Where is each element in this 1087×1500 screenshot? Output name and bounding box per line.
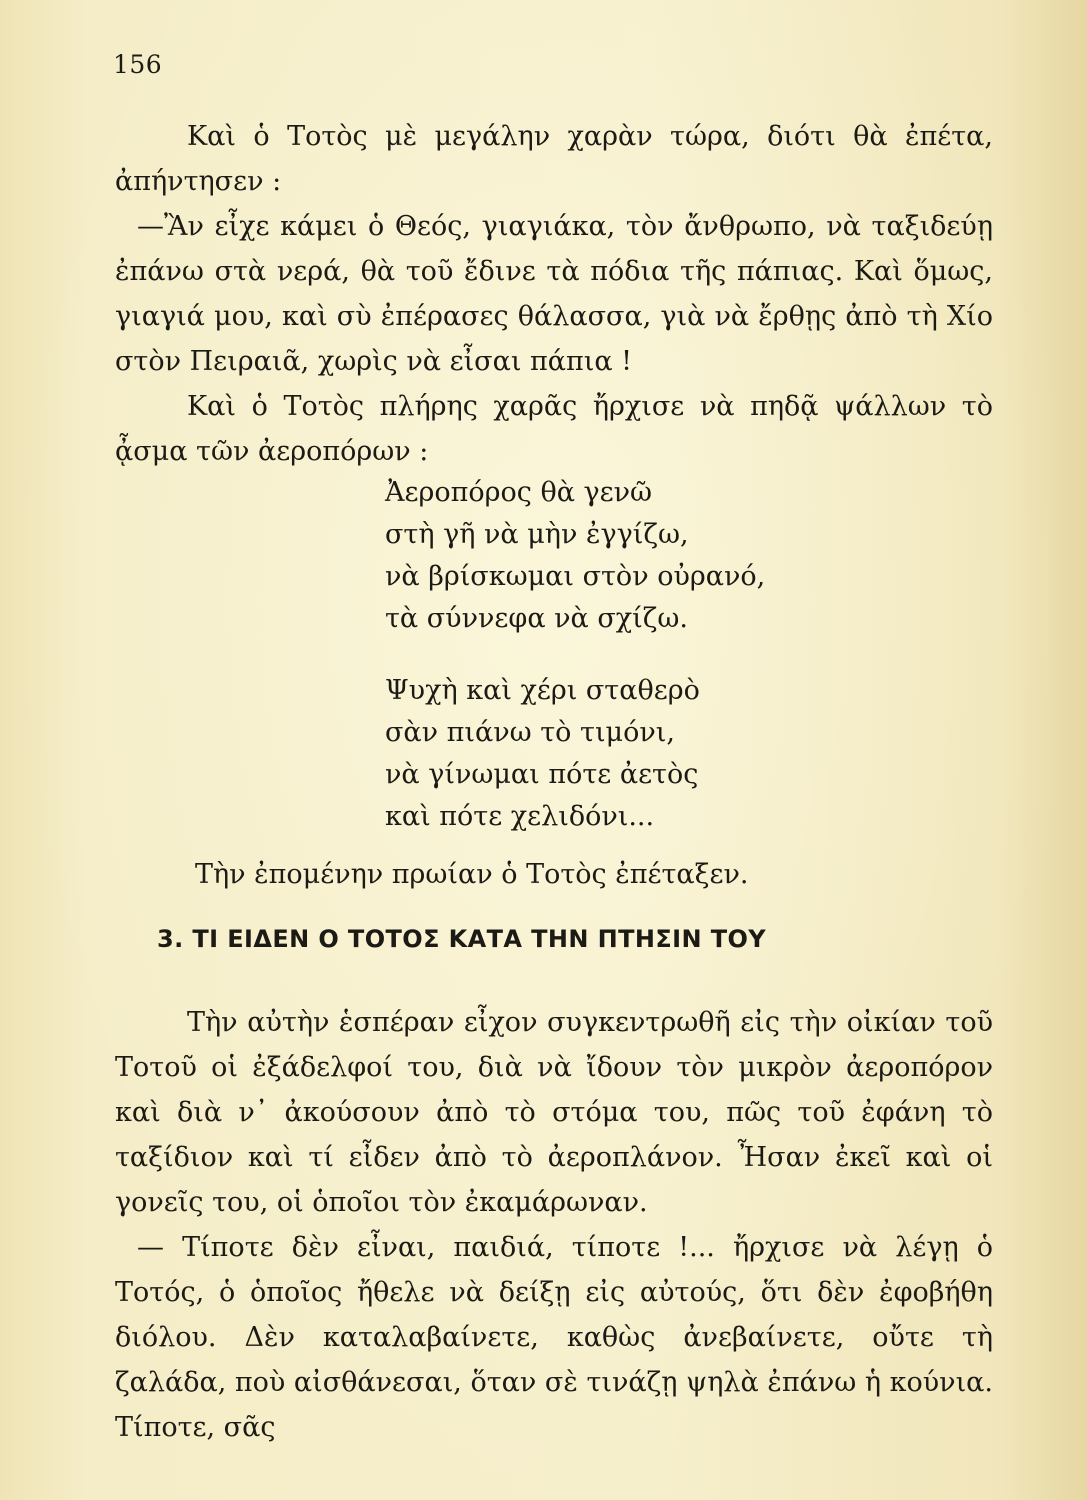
poem-stanza <box>385 670 765 838</box>
top-text-block <box>115 114 993 474</box>
paragraph-dialogue: — Τίποτε δὲν εἶναι, παιδιά, τίποτε !... ἤρχισε νὰ λέγῃ ὁ Τοτός, ὁ ὁποῖος ἤθελε νὰ δείξῃ εἰς αὐτούς, ὅτι δὲν ἐφοβήθη διόλου. Δὲν καταλαβαίνετε, καθὼς ἀνεβαίνετε, οὔτε τὴ ζαλάδα, ποὺ αἰσθάνεσαι, ὅταν σὲ τινάζῃ ψηλὰ ἐπάνω ἡ κούνια. Τίποτε, σᾶς <box>115 1232 993 1443</box>
poem-line: Ἀεροπόρος θὰ γενῶ <box>385 477 653 508</box>
paragraph-dialogue: —Ἂν εἶχε κάμει ὁ Θεός, γιαγιάκα, τὸν ἄνθρωπο, νὰ ταξιδεύῃ ἐπάνω στὰ νερά, θὰ τοῦ ἔδινε τὰ πόδια τῆς πάπιας. Καὶ ὅμως, γιαγιά μου, καὶ σὺ ἐπέρασες θάλασσα, γιὰ νὰ ἔρθῃς ἀπὸ τὴ Χίο στὸν Πειραιᾶ, χωρὶς νὰ εἶσαι πάπια ! <box>115 211 993 377</box>
poem-line: Ψυχὴ καὶ χέρι σταθερὸ <box>385 675 700 706</box>
poem-line: καὶ πότε χελιδόνι... <box>385 801 655 832</box>
poem-line: τὰ σύννεφα νὰ σχίζω. <box>385 603 688 634</box>
paragraph: Καὶ ὁ Τοτὸς πλήρης χαρᾶς ἤρχισε νὰ πηδᾷ ψάλλων τὸ ᾆσμα τῶν ἀεροπόρων : <box>115 391 993 467</box>
after-poem-line: Τὴν ἐπομένην πρωίαν ὁ Τοτὸς ἐπέταξεν. <box>195 859 749 890</box>
poem-line: στὴ γῆ νὰ μὴν ἐγγίζω, <box>385 519 689 550</box>
bottom-text-block <box>115 1000 993 1450</box>
paragraph: Καὶ ὁ Τοτὸς μὲ μεγάλην χαρὰν τώρα, διότι θὰ ἐπέτα, ἀπήντησεν : <box>115 121 993 197</box>
poem-stanza <box>385 472 765 640</box>
poem-line: νὰ βρίσκωμαι στὸν οὐρανό, <box>385 561 766 592</box>
section-heading: 3. ΤΙ ΕΙΔΕΝ Ο ΤΟΤΟΣ ΚΑΤΑ ΤΗΝ ΠΤΗΣΙΝ ΤΟΥ <box>157 925 767 953</box>
page-number: 156 <box>113 50 163 79</box>
poem-line: σὰν πιάνω τὸ τιμόνι, <box>385 717 675 748</box>
poem-line: νὰ γίνωμαι πότε ἀετὸς <box>385 759 699 790</box>
paragraph: Τὴν αὐτὴν ἑσπέραν εἶχον συγκεντρωθῆ εἰς τὴν οἰκίαν τοῦ Τοτοῦ οἱ ἐξάδελφοί του, διὰ νὰ ἴδουν τὸν μικρὸν ἀεροπόρον καὶ διὰ ν᾿ ἀκούσουν ἀπὸ τὸ στόμα του, πῶς τοῦ ἐφάνη τὸ ταξίδιον καὶ τί εἶδεν ἀπὸ τὸ ἀεροπλάνον. Ἦσαν ἐκεῖ καὶ οἱ γονεῖς του, οἱ ὁποῖοι τὸν ἐκαμάρωναν. <box>115 1007 993 1218</box>
poem <box>385 472 765 868</box>
